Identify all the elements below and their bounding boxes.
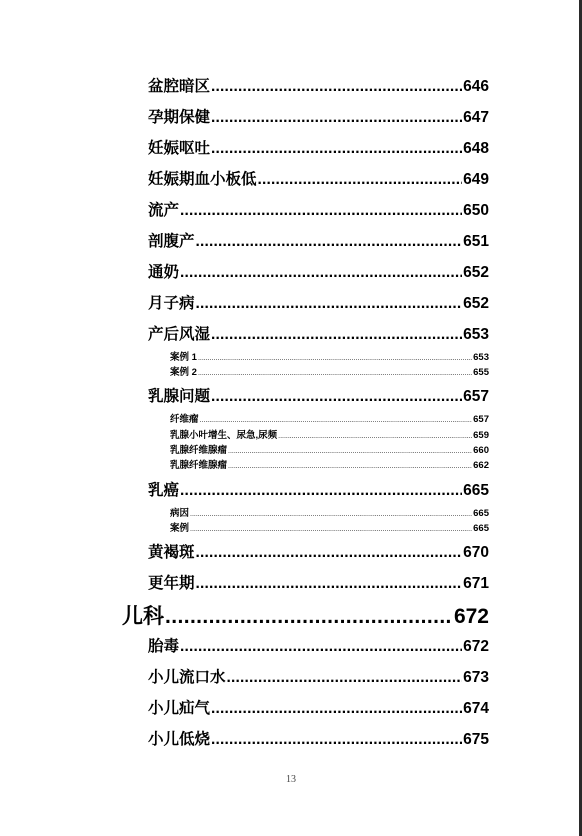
toc-entry-child-hernia[interactable] — [148, 696, 489, 718]
toc-entry-page: 647 — [463, 109, 489, 126]
toc-entry-label: 更年期 — [148, 575, 195, 592]
toc-entry-pregnancy-care[interactable] — [148, 105, 489, 127]
toc-entry-label: 儿科 — [122, 605, 164, 628]
toc-entry-label: 胎毒 — [148, 638, 180, 655]
dot-leader — [190, 511, 472, 518]
toc-entry-postpartum-illness[interactable] — [148, 291, 489, 313]
toc-entry-page: 657 — [463, 388, 489, 405]
dot-leader — [211, 388, 462, 406]
toc-entry-page: 660 — [473, 445, 489, 456]
toc-entry-breast-problems[interactable] — [148, 384, 489, 406]
dot-leader — [211, 731, 462, 749]
toc-entry-label: 乳腺小叶增生、尿急,尿频 — [170, 430, 278, 441]
toc-entry-label: 乳腺纤维腺瘤 — [170, 460, 228, 471]
toc-entry-fetal-toxin[interactable] — [148, 634, 489, 656]
dot-leader — [196, 295, 463, 313]
toc-subentry-case-1[interactable] — [170, 349, 489, 363]
toc-entry-label: 产后风湿 — [148, 326, 211, 343]
toc-entry-miscarriage[interactable] — [148, 198, 489, 220]
dot-leader — [180, 482, 462, 500]
toc-entry-label: 小儿低烧 — [148, 731, 211, 748]
dot-leader — [190, 526, 472, 533]
toc-entry-label: 通奶 — [148, 264, 180, 281]
dot-leader — [227, 669, 463, 687]
toc-entry-child-drooling[interactable] — [148, 665, 489, 687]
toc-entry-label: 案例 2 — [170, 367, 197, 378]
dot-leader — [211, 78, 462, 96]
toc-entry-morning-sickness[interactable] — [148, 136, 489, 158]
toc-entry-child-low-fever[interactable] — [148, 727, 489, 749]
toc-entry-menopause[interactable] — [148, 571, 489, 593]
toc-entry-label: 案例 — [170, 523, 190, 534]
dot-leader — [180, 264, 462, 282]
dot-leader — [211, 140, 462, 158]
toc-entry-pelvic-dark-area[interactable] — [148, 74, 489, 96]
toc-entry-label: 盆腔暗区 — [148, 78, 211, 95]
toc-entry-page: 651 — [463, 233, 489, 250]
toc-subentry-cause[interactable] — [170, 505, 489, 519]
toc-entry-lactation[interactable] — [148, 260, 489, 282]
toc-entry-label: 乳腺纤维腺瘤 — [170, 445, 228, 456]
toc-entry-label: 黄褐斑 — [148, 544, 195, 561]
toc-subentry-fibroadenoma-b[interactable] — [170, 457, 489, 471]
toc-entry-page: 659 — [473, 430, 489, 441]
toc-subentry-case[interactable] — [170, 520, 489, 534]
toc-entry-page: 665 — [463, 482, 489, 499]
toc-entry-breast-cancer[interactable] — [148, 478, 489, 500]
toc-entry-page: 650 — [463, 202, 489, 219]
dot-leader — [211, 326, 462, 344]
toc-entry-label: 乳腺问题 — [148, 388, 211, 405]
toc-entry-page: 653 — [473, 352, 489, 363]
toc-entry-label: 案例 1 — [170, 352, 197, 363]
toc-entry-melasma[interactable] — [148, 540, 489, 562]
toc-entry-label: 妊娠呕吐 — [148, 140, 211, 157]
toc-entry-page: 674 — [463, 700, 489, 717]
dot-leader — [228, 448, 472, 455]
toc-entry-page: 672 — [463, 638, 489, 655]
dot-leader — [278, 433, 472, 440]
toc-entry-page: 665 — [473, 508, 489, 519]
dot-leader — [180, 202, 462, 220]
toc-entry-page: 673 — [463, 669, 489, 686]
toc-subentry-case-2[interactable] — [170, 364, 489, 378]
toc-entry-page: 657 — [473, 414, 489, 425]
toc-entry-page: 652 — [463, 264, 489, 281]
toc-entry-page: 652 — [463, 295, 489, 312]
toc-entry-page: 648 — [463, 140, 489, 157]
toc-entry-label: 孕期保健 — [148, 109, 211, 126]
toc-entry-label: 小儿流口水 — [148, 669, 226, 686]
dot-leader — [198, 355, 472, 362]
toc-entry-page: 672 — [453, 605, 489, 628]
toc-entry-label: 小儿疝气 — [148, 700, 211, 717]
dot-leader — [196, 544, 463, 562]
toc-entry-page: 671 — [463, 575, 489, 592]
dot-leader — [211, 700, 462, 718]
toc-subentry-fibroadenoma-a[interactable] — [170, 442, 489, 456]
toc-entry-label: 流产 — [148, 202, 180, 219]
toc-entry-page: 655 — [473, 367, 489, 378]
toc-entry-page: 665 — [473, 523, 489, 534]
toc-entry-page: 670 — [463, 544, 489, 561]
toc-entry-page: 675 — [463, 731, 489, 748]
dot-leader — [211, 109, 462, 127]
toc-subentry-lobular-hyperplasia[interactable] — [170, 427, 489, 441]
toc-entry-postpartum-rheumatism[interactable] — [148, 322, 489, 344]
toc-entry-label: 乳癌 — [148, 482, 180, 499]
toc-entry-low-platelets[interactable] — [148, 167, 489, 189]
toc-entry-page: 662 — [473, 460, 489, 471]
toc-entry-page: 653 — [463, 326, 489, 343]
toc-chapter-pediatrics[interactable] — [122, 600, 489, 630]
toc-entry-label: 纤维瘤 — [170, 414, 199, 425]
toc-entry-label: 剖腹产 — [148, 233, 195, 250]
dot-leader — [196, 233, 463, 251]
toc-entry-cesarean[interactable] — [148, 229, 489, 251]
toc-subentry-fibroma[interactable] — [170, 411, 489, 425]
dot-leader — [228, 463, 472, 470]
toc-entry-page: 646 — [463, 78, 489, 95]
toc-entry-label: 病因 — [170, 508, 190, 519]
dot-leader — [180, 638, 462, 656]
page-number: 13 — [286, 774, 296, 785]
toc-entry-label: 月子病 — [148, 295, 195, 312]
dot-leader — [196, 575, 463, 593]
dot-leader — [200, 417, 473, 424]
dot-leader — [165, 605, 453, 629]
dot-leader — [198, 370, 472, 377]
toc-entry-page: 649 — [463, 171, 489, 188]
toc-entry-label: 妊娠期血小板低 — [148, 171, 257, 188]
dot-leader — [258, 171, 463, 189]
